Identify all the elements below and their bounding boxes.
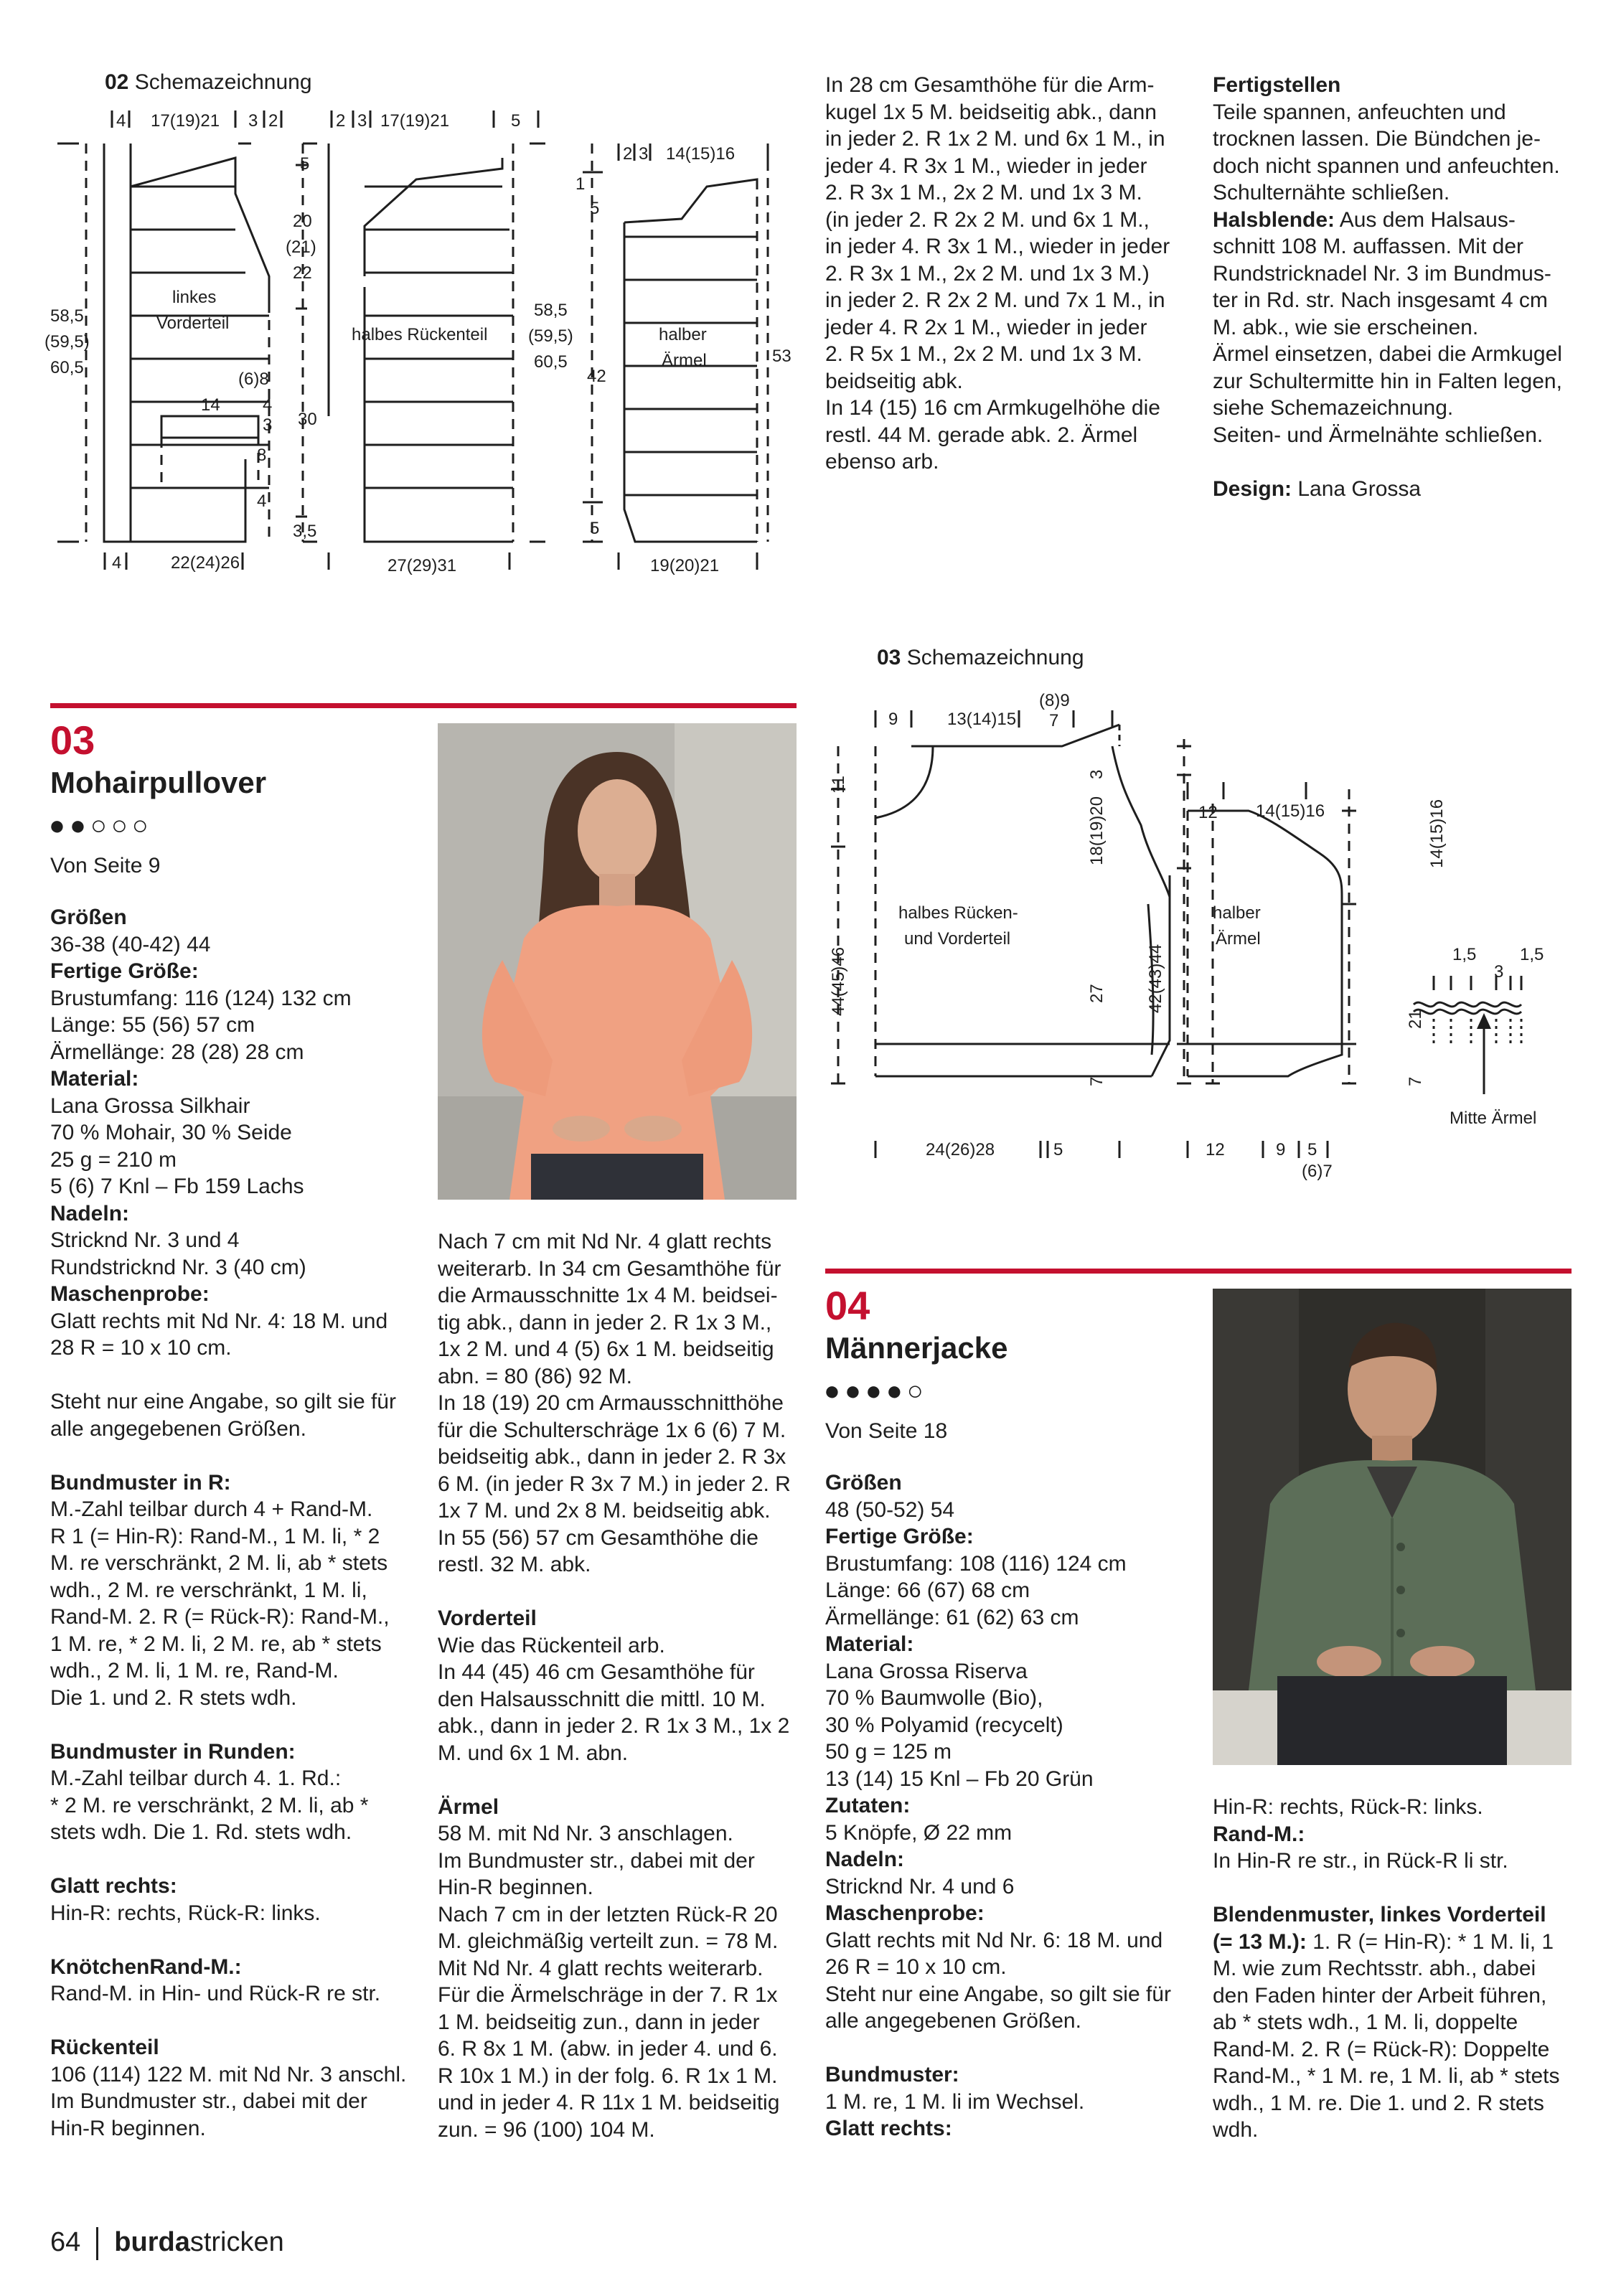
- rueckenteil: 106 (114) 122 M. mit Nd Nr. 3 anschl. Im Bundmuster str., dabei mit der Hin-R beginnen.: [50, 2062, 407, 2140]
- text-line: beidseitig abk.: [825, 369, 963, 393]
- section-03-number: 03: [50, 718, 95, 763]
- text-line: in jeder 4. R 3x 1 M., wieder in jeder: [825, 235, 1170, 258]
- svg-text:4: 4: [116, 111, 126, 131]
- aermel: 58 M. mit Nd Nr. 3 anschlagen. Im Bundmuster str., dabei mit der Hin-R beginnen. Nach 7 cm in der letzten Rück-R 20 M. gleichmäßig verteilt zun. = 78 M. Mit Nd Nr. 4 glatt rechts weiterarb. Für die Ärmelschräge in der 7. R 1x 1 M. beidseitig zun., dann in jeder 6. R 8x 1 M. (abw. in jeder 4. und 6. R 10x 1 M.) in der folg. 6. R 1x 1 M. und in jeder 4. R 11x 1 M. beidseitig zun. = 96 (100) 104 M.: [438, 1822, 780, 2142]
- svg-text:27(29)31: 27(29)31: [387, 556, 457, 575]
- svg-text:(59,5): (59,5): [528, 326, 573, 346]
- schematic-03-drawing: [825, 682, 1572, 1213]
- svg-text:2: 2: [336, 111, 346, 131]
- svg-text:2: 2: [623, 144, 633, 164]
- blendenmuster: Blendenmuster, linkes Vorderteil (= 13 M.): 1. R (= Hin-R): * 1 M. li, 1 M. wie zum Rechtsstr. abh., dabei den Faden hinter der Arbeit führen, ab * stets wdh., 1 M. li, doppelte Rand-M. 2. R (= Rück-R): Doppelte Rand-M., * 1 M. re, 1 M. li, ab * stets wdh., 1 M. re. Die 1. und 2. R stets wdh.: [1213, 1903, 1560, 2142]
- svg-text:22: 22: [293, 263, 312, 283]
- svg-text:halber: halber: [659, 325, 707, 344]
- svg-text:(59,5): (59,5): [44, 332, 90, 352]
- sizes: 48 (50-52) 54: [825, 1497, 955, 1522]
- text-line: in jeder 2. R 2x 2 M. und 7x 1 M., in: [825, 288, 1165, 312]
- svg-text:60,5: 60,5: [50, 358, 84, 377]
- material: Lana Grossa Riserva 70 % Baumwolle (Bio), 30 % Polyamid (recycelt) 50 g = 125 m 13 (14) 15 Knl – Fb 20 Grün: [825, 1659, 1094, 1791]
- text-line: in jeder 2. R 1x 2 M. und 6x 1 M., in: [825, 127, 1165, 151]
- svg-text:1,5: 1,5: [1452, 945, 1477, 964]
- finished-size: Brustumfang: 116 (124) 132 cm Länge: 55 (56) 57 cm Ärmellänge: 28 (28) 28 cm: [50, 986, 352, 1064]
- svg-text:3: 3: [263, 415, 273, 435]
- svg-text:1: 1: [576, 174, 586, 194]
- sizes: 36-38 (40-42) 44: [50, 932, 211, 956]
- note: Steht nur eine Angabe, so gilt sie für alle angegebenen Größen.: [50, 1390, 396, 1441]
- schematic-03-title: 03 Schemazeichnung: [877, 646, 1084, 669]
- photo-mohairpullover: [438, 723, 797, 1200]
- svg-text:3: 3: [639, 144, 649, 164]
- paragraph: Teile spannen, anfeuchten und trocknen lassen. Die Bündchen je- doch nicht spannen und anfeuchten. Schulternähte schließen.: [1213, 100, 1560, 204]
- svg-text:42(43)44: 42(43)44: [1146, 944, 1165, 1013]
- column-03-left: [50, 904, 423, 2142]
- brand-rest: stricken: [189, 2227, 284, 2258]
- column-top-right: [1213, 72, 1586, 502]
- svg-text:8: 8: [257, 446, 267, 465]
- svg-text:halber: halber: [1213, 903, 1261, 923]
- heading-fertige-groesse: Fertige Größe:: [825, 1525, 974, 1548]
- from-page: Von Seite 9: [50, 854, 161, 878]
- text-line: 2. R 3x 1 M., 2x 2 M. und 1x 3 M.): [825, 261, 1150, 286]
- gauge: Glatt rechts mit Nd Nr. 6: 18 M. und 26 R = 10 x 10 cm. Steht nur eine Angabe, so gilt sie für alle angegebenen Größen.: [825, 1928, 1171, 2033]
- heading-maschenprobe: Maschenprobe:: [825, 1901, 985, 1925]
- svg-text:(21): (21): [286, 237, 316, 257]
- svg-text:4: 4: [257, 491, 267, 511]
- section-03-rule: [50, 703, 797, 708]
- svg-text:30: 30: [298, 410, 317, 429]
- svg-text:7: 7: [1049, 711, 1059, 730]
- svg-text:19(20)21: 19(20)21: [650, 556, 720, 575]
- vorderteil: Wie das Rückenteil arb. In 44 (45) 46 cm Gesamthöhe für den Halsausschnitt die mittl. 10 M. abk., dann in jeder 2. R 1x 3 M., 1x 2 M. und 6x 1 M. abn.: [438, 1633, 790, 1765]
- needles: Stricknd Nr. 3 und 4 Rundstricknd Nr. 3 (40 cm): [50, 1228, 306, 1279]
- svg-text:Ärmel: Ärmel: [662, 351, 707, 370]
- svg-text:3: 3: [357, 111, 367, 131]
- bundmuster-r: M.-Zahl teilbar durch 4 + Rand-M. R 1 (= Hin-R): Rand-M., 1 M. li, * 2 M. re verschränkt, 2 M. li, ab * stets wdh., 2 M. re verschränkt, 1 M. li, Rand-M. 2. R (= Rück-R): Rand-M., 1 M. re, * 2 M. li, 2 M. re, ab * stets wdh., 2 M. li, 1 M. re, Rand-M. Die 1. und 2. R stets wdh.: [50, 1497, 390, 1710]
- svg-text:60,5: 60,5: [534, 352, 568, 372]
- svg-text:42: 42: [587, 367, 606, 386]
- svg-text:14(15)16: 14(15)16: [1256, 801, 1325, 821]
- heading-bundmuster: Bundmuster:: [825, 2063, 959, 2086]
- heading-zutaten: Zutaten:: [825, 1794, 911, 1817]
- svg-text:4: 4: [263, 395, 273, 415]
- svg-text:53: 53: [772, 347, 791, 366]
- svg-text:58,5: 58,5: [50, 306, 84, 326]
- column-top-middle: [825, 72, 1184, 476]
- footer-divider: [96, 2227, 98, 2260]
- svg-text:3: 3: [1494, 962, 1504, 982]
- svg-text:11: 11: [829, 776, 848, 794]
- column-04-right: [1213, 1794, 1586, 2144]
- svg-text:9: 9: [1276, 1140, 1286, 1159]
- paragraph: Nach 7 cm mit Nd Nr. 4 glatt rechts weiterarb. In 34 cm Gesamthöhe für die Armausschnitte 1x 4 M. beidsei- tig abk., dann in jeder 2. R 1x 3 M., 1x 2 M. und 4 (5) 6x 1 M. beidseitig abn. = 80 (86) 92 M. In 18 (19) 20 cm Armausschnitthöhe für die Schulterschräge 1x 6 (6) 7 M. beidseitig abk., dann in jeder 2. R 3x 6 M. (in jeder R 3x 7 M.) in jeder 2. R 1x 7 M. und 2x 8 M. beidseitig abk. In 55 (56) 57 cm Gesamthöhe die restl. 32 M. abk.: [438, 1230, 791, 1576]
- heading-fertigstellen: Fertigstellen: [1213, 73, 1341, 97]
- text-line: restl. 44 M. gerade abk. 2. Ärmel: [825, 423, 1138, 447]
- rand-m: In Hin-R re str., in Rück-R li str.: [1213, 1849, 1508, 1873]
- svg-text:Ärmel: Ärmel: [1216, 929, 1261, 949]
- schematic-02-drawing: [44, 100, 797, 588]
- heading-bundmuster-r: Bundmuster in R:: [50, 1470, 231, 1495]
- heading-nadeln: Nadeln:: [825, 1848, 905, 1871]
- svg-text:3: 3: [248, 111, 258, 131]
- text-line: In 28 cm Gesamthöhe für die Arm-: [825, 73, 1155, 97]
- text-line: In 14 (15) 16 cm Armkugelhöhe die: [825, 396, 1160, 420]
- column-03-middle: [438, 1228, 811, 2143]
- svg-text:14(15)16: 14(15)16: [666, 144, 736, 164]
- bundmuster: 1 M. re, 1 M. li im Wechsel.: [825, 2089, 1085, 2114]
- page-number: 64: [50, 2227, 81, 2258]
- svg-text:24(26)28: 24(26)28: [926, 1140, 995, 1159]
- needles: Stricknd Nr. 4 und 6: [825, 1874, 1015, 1899]
- bundmuster-runden: M.-Zahl teilbar durch 4. 1. Rd.: * 2 M. re verschränkt, 2 M. li, ab * stets wdh. Die 1. Rd. stets wdh.: [50, 1766, 369, 1844]
- svg-text:(6)7: (6)7: [1302, 1162, 1333, 1181]
- heading-glatt-rechts: Glatt rechts:: [50, 1874, 177, 1898]
- svg-text:und Vorderteil: und Vorderteil: [904, 929, 1011, 949]
- svg-text:44(45)46: 44(45)46: [829, 946, 848, 1016]
- text-line: ebenso arb.: [825, 450, 939, 474]
- svg-text:5: 5: [511, 111, 521, 131]
- heading-groessen: Größen: [825, 1471, 902, 1495]
- svg-text:5: 5: [300, 154, 310, 174]
- zutaten: 5 Knöpfe, Ø 22 mm: [825, 1820, 1013, 1845]
- svg-text:9: 9: [888, 710, 898, 729]
- glatt-rechts: Hin-R: rechts, Rück-R: links.: [1213, 1795, 1483, 1819]
- svg-text:27: 27: [1087, 984, 1107, 1003]
- svg-text:2: 2: [268, 111, 278, 131]
- section-04-number: 04: [825, 1283, 870, 1328]
- svg-text:Mitte Ärmel: Mitte Ärmel: [1450, 1109, 1537, 1128]
- svg-text:5: 5: [1053, 1140, 1063, 1159]
- text-line: (in jeder 2. R 2x 2 M. und 6x 1 M.,: [825, 207, 1150, 232]
- text-line: 2. R 3x 1 M., 2x 2 M. und 1x 3 M.: [825, 181, 1142, 204]
- svg-text:1,5: 1,5: [1520, 945, 1544, 964]
- difficulty-rating: ●●●●○: [824, 1376, 928, 1406]
- heading-glatt-rechts: Glatt rechts:: [825, 2117, 952, 2140]
- svg-text:linkes: linkes: [172, 288, 217, 307]
- svg-text:14(15)16: 14(15)16: [1427, 799, 1447, 868]
- text-line: 2. R 5x 1 M., 2x 2 M. und 1x 3 M.: [825, 342, 1142, 366]
- svg-text:halbes Rücken-: halbes Rücken-: [898, 903, 1018, 923]
- heading-fertige-groesse: Fertige Größe:: [50, 959, 199, 983]
- text-line: jeder 4. R 2x 1 M., wieder in jeder: [825, 315, 1147, 339]
- brand-bold: burda: [114, 2227, 190, 2258]
- svg-text:5: 5: [590, 199, 600, 218]
- svg-text:18(19)20: 18(19)20: [1087, 796, 1107, 865]
- heading-vorderteil: Vorderteil: [438, 1606, 537, 1630]
- section-04-title: Männerjacke: [825, 1331, 1008, 1365]
- svg-text:5: 5: [590, 519, 600, 538]
- text-line: jeder 4. R 3x 1 M., wieder in jeder: [825, 154, 1147, 178]
- schematic-02-title: 02 Schemazeichnung: [105, 70, 312, 94]
- glatt-rechts: Hin-R: rechts, Rück-R: links.: [50, 1901, 321, 1925]
- svg-text:12: 12: [1206, 1140, 1225, 1159]
- page-footer: [50, 2227, 284, 2260]
- gauge: Glatt rechts mit Nd Nr. 4: 18 M. und 28 R = 10 x 10 cm.: [50, 1309, 388, 1360]
- difficulty-rating: ●●○○○: [49, 811, 153, 841]
- svg-text:3: 3: [1087, 769, 1107, 779]
- svg-text:(8)9: (8)9: [1039, 691, 1070, 710]
- svg-text:13(14)15: 13(14)15: [947, 710, 1017, 729]
- heading-knoetchen: KnötchenRand-M.:: [50, 1954, 242, 1979]
- svg-text:3,5: 3,5: [293, 522, 317, 541]
- photo-maennerjacke: [1213, 1289, 1572, 1765]
- heading-rand-m: Rand-M.:: [1213, 1822, 1305, 1846]
- svg-text:7: 7: [1087, 1076, 1107, 1086]
- svg-text:17(19)21: 17(19)21: [380, 111, 450, 131]
- svg-text:4: 4: [112, 553, 122, 573]
- finished-size: Brustumfang: 108 (116) 124 cm Länge: 66 (67) 68 cm Ärmellänge: 61 (62) 63 cm: [825, 1551, 1127, 1629]
- svg-text:5: 5: [1307, 1140, 1317, 1159]
- svg-text:(6)8: (6)8: [238, 370, 269, 389]
- svg-text:7: 7: [1406, 1076, 1425, 1086]
- svg-text:17(19)21: 17(19)21: [151, 111, 220, 131]
- svg-text:12: 12: [1198, 803, 1218, 822]
- paragraph-halsblende: Halsblende: Aus dem Halsaus- schnitt 108 M. auffassen. Mit der Rundstricknadel Nr. 3 im Bundmus- ter in Rd. str. Nach insgesamt 4 cm M. abk., wie sie erscheinen. Ärmel einsetzen, dabei die Armkugel zur Schultermitte hin in Falten legen, siehe Schemazeichnung. Seiten- und Ärmelnähte schließen.: [1213, 207, 1562, 447]
- heading-bundmuster-runden: Bundmuster in Runden:: [50, 1739, 296, 1764]
- heading-groessen: Größen: [50, 905, 127, 929]
- svg-text:21: 21: [1406, 1010, 1425, 1029]
- heading-aermel: Ärmel: [438, 1794, 499, 1819]
- from-page: Von Seite 18: [825, 1419, 948, 1443]
- material: Lana Grossa Silkhair 70 % Mohair, 30 % Seide 25 g = 210 m 5 (6) 7 Knl – Fb 159 Lachs: [50, 1093, 304, 1198]
- svg-text:14: 14: [201, 395, 220, 415]
- knoetchen: Rand-M. in Hin- und Rück-R re str.: [50, 1982, 381, 2005]
- svg-text:halbes Rückenteil: halbes Rückenteil: [352, 325, 488, 344]
- heading-rueckenteil: Rückenteil: [50, 2036, 159, 2059]
- column-04-left: [825, 1469, 1198, 2142]
- heading-material: Material:: [50, 1067, 139, 1091]
- svg-text:20: 20: [293, 212, 312, 231]
- heading-nadeln: Nadeln:: [50, 1201, 130, 1225]
- text-line: kugel 1x 5 M. beidseitig abk., dann: [825, 100, 1157, 124]
- svg-text:Vorderteil: Vorderteil: [156, 314, 230, 333]
- svg-text:22(24)26: 22(24)26: [171, 553, 240, 573]
- heading-material: Material:: [825, 1632, 914, 1656]
- heading-maschenprobe: Maschenprobe:: [50, 1282, 210, 1306]
- design-credit: Design: Lana Grossa: [1213, 476, 1422, 501]
- section-03-title: Mohairpullover: [50, 766, 267, 799]
- section-04-rule: [825, 1269, 1572, 1274]
- svg-text:58,5: 58,5: [534, 301, 568, 320]
